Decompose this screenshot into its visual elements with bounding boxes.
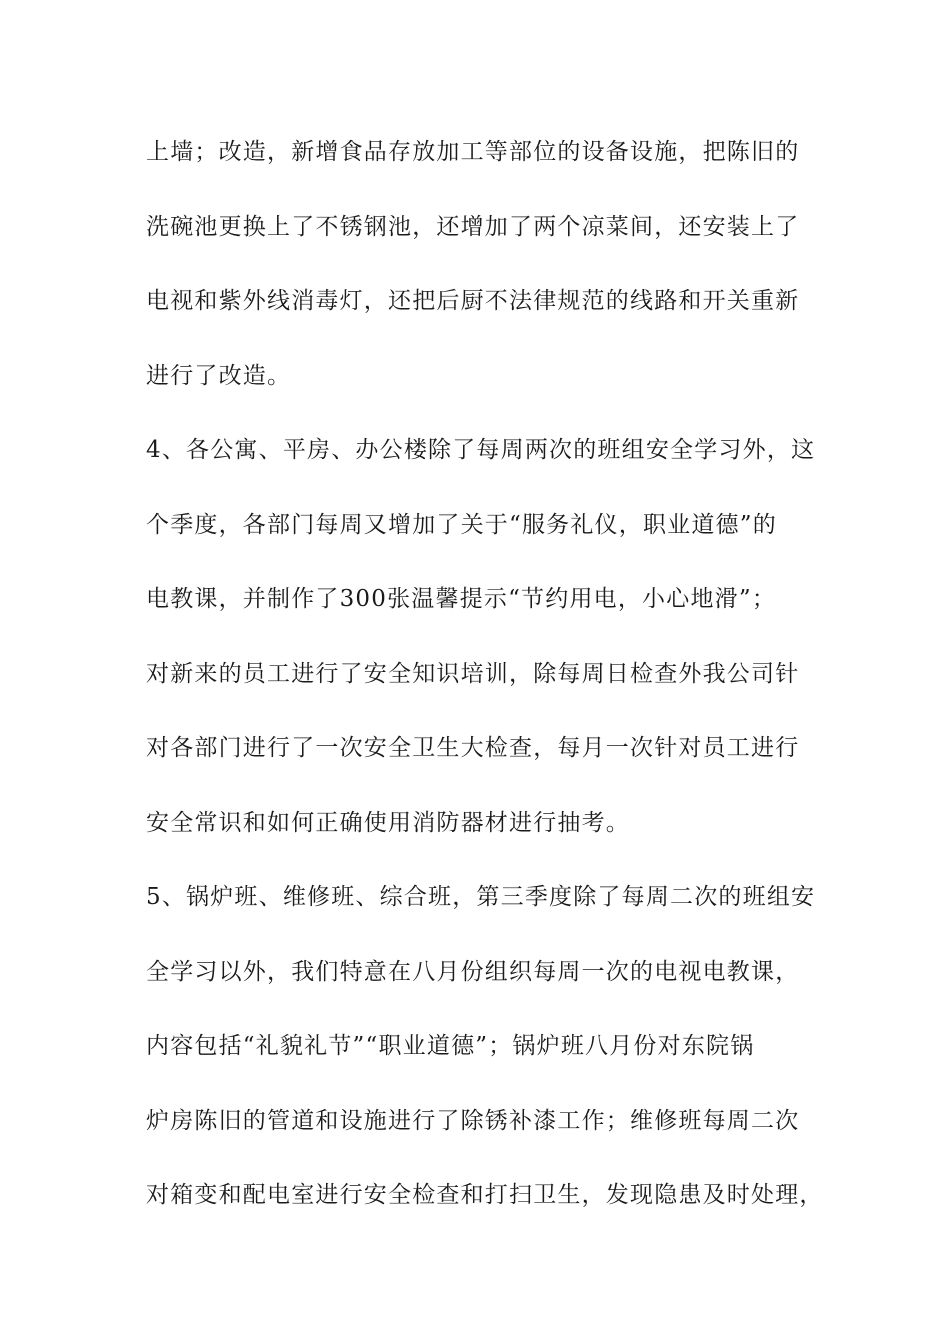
text-line-2: 洗碗池更换上了不锈钢池，还增加了两个凉菜间，还安装上了 [146, 213, 800, 240]
text-line-5: 4、各公寓、平房、办公楼除了每周两次的班组安全学习外，这 [146, 437, 816, 463]
text-line-4: 进行了改造。 [146, 362, 292, 389]
text-line-15: 对箱变和配电室进行安全检查和打扫卫生，发现隐患及时处理， [146, 1182, 824, 1208]
text-line-7: 电教课，并制作了300张温馨提示“节约用电，小心地滑”； [146, 586, 777, 612]
text-line-6: 个季度，各部门每周又增加了关于“服务礼仪，职业道德”的 [146, 511, 777, 538]
body-text [146, 130, 824, 1248]
text-line-12: 全学习以外，我们特意在八月份组织每周一次的电视电教课， [146, 958, 800, 985]
text-line-1: 上墙；改造，新增食品存放加工等部位的设备设施，把陈旧的 [146, 139, 800, 165]
text-line-3: 电视和紫外线消毒灯，还把后厨不法律规范的线路和开关重新 [146, 288, 800, 314]
text-line-9: 对各部门进行了一次安全卫生大检查，每月一次针对员工进行 [146, 735, 800, 761]
text-line-13: 内容包括“礼貌礼节”“职业道德”；锅炉班八月份对东院锅 [146, 1033, 755, 1059]
text-line-11: 5、锅炉班、维修班、综合班，第三季度除了每周二次的班组安 [146, 884, 816, 910]
text-line-8: 对新来的员工进行了安全知识培训，除每周日检查外我公司针 [146, 660, 800, 687]
text-line-10: 安全常识和如何正确使用消防器材进行抽考。 [146, 809, 630, 836]
text-line-14: 炉房陈旧的管道和设施进行了除锈补漆工作；维修班每周二次 [146, 1107, 800, 1134]
